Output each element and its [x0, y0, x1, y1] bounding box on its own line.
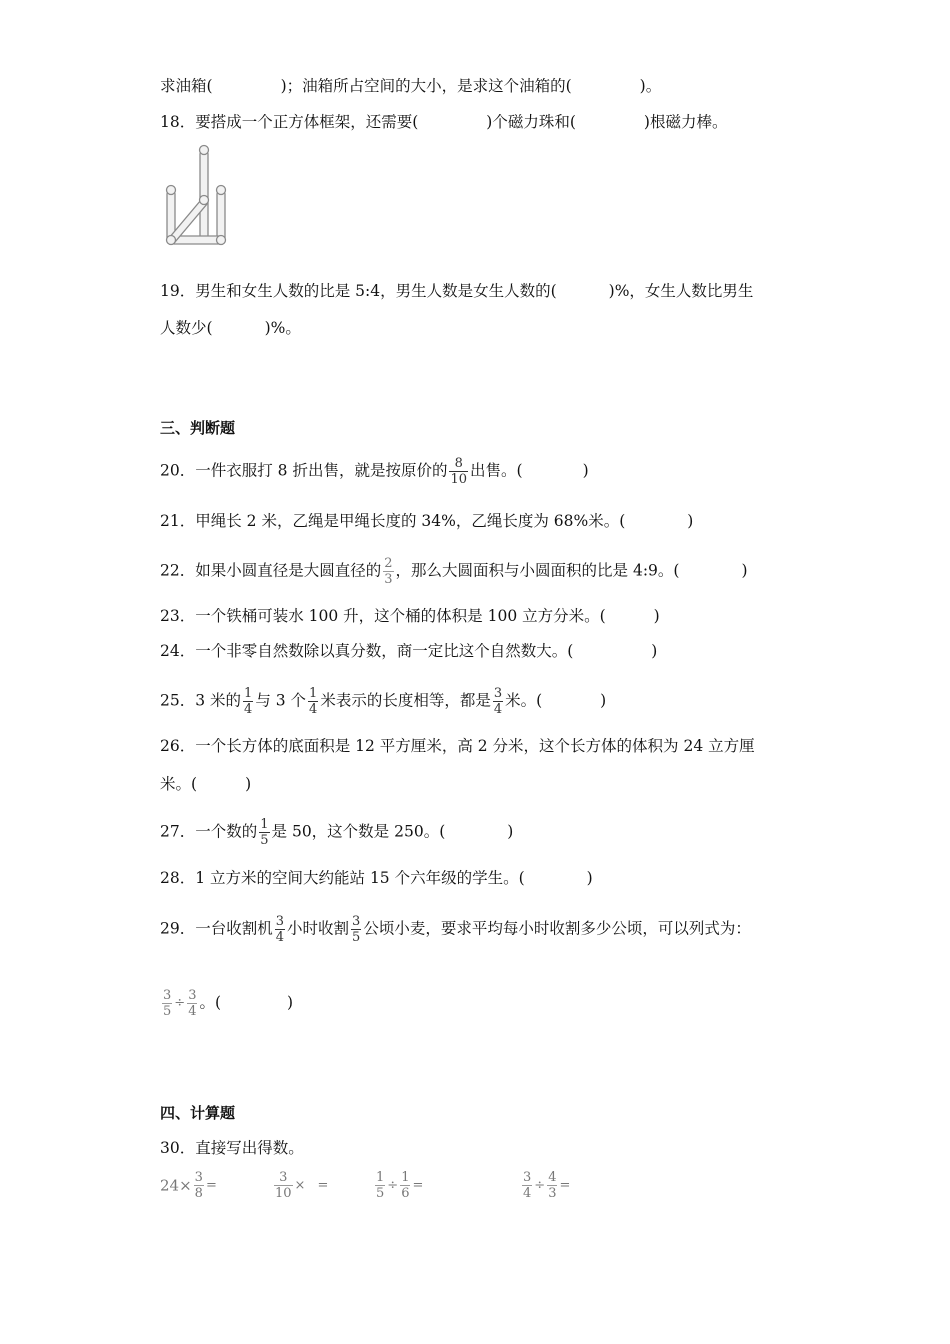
fraction-numerator: 3: [275, 914, 285, 929]
q29-fraction-1: [275, 914, 285, 945]
q25-close: ): [600, 691, 607, 710]
q25-number: 25．: [160, 691, 196, 710]
q21-text-1: 甲绳长 2 米，乙绳是甲绳长度的 34%，乙绳长度为 68%米。(: [195, 512, 626, 530]
calc-item-2: [272, 1170, 328, 1201]
q22-text-1: 如果小圆直径是大圆直径的: [195, 561, 382, 580]
q18-number: 18．: [160, 113, 196, 131]
q26-text-1: 一个长方体的底面积是 12 平方厘米，高 2 分米，这个长方体的体积为 24 立方厘: [195, 737, 755, 755]
q23-text-1: 一个铁桶可装水 100 升，这个桶的体积是 100 立方分米。(: [195, 607, 606, 625]
question-26: [160, 736, 755, 756]
q26-number: 26．: [160, 737, 196, 755]
q29-fraction-2: [351, 914, 361, 945]
fraction-numerator: 1: [260, 817, 269, 832]
question-21: [160, 511, 693, 531]
question-29-expression: [160, 988, 293, 1019]
q29-number: 29．: [160, 919, 196, 938]
q24-text-1: 一个非零自然数除以真分数，商一定比这个自然数大。(: [195, 642, 574, 660]
fraction-denominator: 5: [260, 833, 269, 848]
bead: [200, 196, 209, 205]
q22-number: 22．: [160, 561, 196, 580]
fraction-denominator: 6: [401, 1186, 410, 1201]
bead: [167, 186, 176, 195]
q25-fraction-1: [243, 686, 253, 717]
q25-fraction-3: [493, 686, 503, 717]
fraction-denominator: 4: [493, 702, 503, 717]
calc-fraction: [274, 1170, 293, 1201]
q30-number: 30．: [160, 1139, 196, 1157]
fraction-numerator: 1: [376, 1170, 385, 1185]
q28-close: ): [586, 869, 593, 887]
calc-fraction: [547, 1170, 557, 1201]
q24-close: ): [651, 642, 658, 660]
q20-text-2: 出售。(: [470, 461, 523, 480]
fraction-denominator: 5: [376, 1186, 385, 1201]
question-26-line2: [160, 774, 251, 794]
calc-fraction: [375, 1170, 385, 1201]
question-28: [160, 868, 593, 888]
q29-text-2: 小时收割: [287, 919, 350, 938]
q26-close: ): [245, 775, 252, 793]
q28-text-1: 1 立方米的空间大约能站 15 个六年级的学生。(: [195, 869, 525, 887]
fraction-numerator: 1: [309, 686, 318, 701]
q20-text-1: 一件衣服打 8 折出售，就是按原价的: [195, 461, 448, 480]
q17-text-3: )。: [639, 77, 662, 95]
calc-fraction: [522, 1170, 532, 1201]
fraction-numerator: 3: [194, 1170, 203, 1185]
fraction-denominator: 4: [523, 1186, 532, 1201]
question-27: [160, 817, 513, 848]
q25-fraction-2: [308, 686, 318, 717]
fraction-numerator: 1: [244, 686, 253, 701]
fraction-numerator: 1: [401, 1170, 410, 1185]
fraction-numerator: 3: [163, 988, 172, 1003]
q28-number: 28．: [160, 869, 196, 887]
question-24: [160, 641, 657, 661]
fraction-numerator: 3: [279, 1170, 288, 1185]
q25-text-4: 米。(: [505, 691, 543, 710]
equals-sign: =: [559, 1178, 571, 1193]
q30-text-1: 直接写出得数。: [195, 1139, 304, 1157]
fraction-denominator: 4: [188, 1004, 197, 1019]
section-3-title: 三、判断题: [160, 419, 236, 437]
fraction-numerator: 8: [454, 456, 463, 471]
q27-close: ): [507, 822, 514, 841]
fraction-denominator: 5: [352, 930, 361, 945]
fraction-numerator: 3: [352, 914, 361, 929]
question-22: [160, 556, 748, 587]
question-19: [160, 281, 753, 301]
fraction-denominator: 3: [384, 572, 393, 587]
q21-close: ): [687, 512, 694, 530]
q29-close: ): [287, 993, 294, 1012]
q18-text-3: )根磁力棒。: [643, 113, 728, 131]
calc-fraction: [400, 1170, 410, 1201]
q19-text-2: )%，女生人数比男生: [608, 282, 754, 300]
multiply-sign: ×: [294, 1178, 306, 1193]
q20-number: 20．: [160, 461, 196, 480]
q23-close: ): [653, 607, 660, 625]
q24-number: 24．: [160, 642, 196, 660]
equals-sign: =: [317, 1178, 329, 1193]
fraction-denominator: 4: [309, 702, 318, 717]
q29-text-1: 一台收割机: [195, 919, 273, 938]
q29-expr-fraction-2: [187, 988, 197, 1019]
equals-sign: =: [412, 1178, 424, 1193]
q26-text-2: 米。(: [160, 775, 198, 793]
fraction-denominator: 10: [275, 1186, 292, 1201]
q29-expr-tail: 。(: [199, 993, 222, 1012]
q22-text-2: ，那么大圆面积与小圆面积的比是 4:9。(: [395, 561, 680, 580]
calc-item-3: [373, 1170, 423, 1201]
calc-item-1: [160, 1170, 217, 1201]
calc-item-4: [520, 1170, 570, 1201]
q19-number: 19．: [160, 282, 196, 300]
q18-text-2: )个磁力珠和(: [486, 113, 576, 131]
q25-text-1: 3 米的: [195, 691, 242, 710]
bead: [217, 236, 226, 245]
q25-text-3: 米表示的长度相等，都是: [320, 691, 491, 710]
q27-fraction: [259, 817, 269, 848]
q22-close: ): [741, 561, 748, 580]
q25-text-2: 与 3 个: [255, 691, 307, 710]
fraction-denominator: 4: [275, 930, 285, 945]
question-29: [160, 914, 751, 945]
question-30: [160, 1138, 304, 1158]
fraction-numerator: 3: [188, 988, 197, 1003]
q29-text-3: 公顷小麦，要求平均每小时收割多少公顷，可以列式为：: [363, 919, 751, 938]
calc-text: 24×: [160, 1176, 192, 1195]
fraction-denominator: 8: [194, 1186, 203, 1201]
fraction-numerator: 3: [523, 1170, 532, 1185]
fraction-numerator: 3: [493, 686, 503, 701]
q29-expr-fraction-1: [162, 988, 172, 1019]
q20-close: ): [582, 461, 589, 480]
fraction-numerator: 2: [384, 556, 393, 571]
q23-number: 23．: [160, 607, 196, 625]
question-18: [160, 112, 727, 132]
fraction-denominator: 3: [548, 1186, 557, 1201]
calc-fraction: [194, 1170, 204, 1201]
section-4-title: 四、计算题: [160, 1104, 236, 1122]
question-19-line2: [160, 318, 301, 338]
equals-sign: =: [205, 1178, 217, 1193]
question-20: [160, 456, 589, 487]
divide-sign: ÷: [387, 1178, 399, 1193]
question-23: [160, 606, 660, 626]
q19-text-3: 人数少(: [160, 319, 213, 337]
q20-fraction: [449, 456, 468, 487]
magnetic-stick-figure: [160, 140, 240, 250]
q27-text-2: 是 50，这个数是 250。(: [271, 822, 446, 841]
q19-text-4: )%。: [264, 319, 301, 337]
q17-text-2: )；油箱所占空间的大小，是求这个油箱的(: [280, 77, 572, 95]
fraction-numerator: 4: [548, 1170, 557, 1185]
q27-text-1: 一个数的: [195, 822, 258, 841]
q18-text-1: 要搭成一个正方体框架，还需要(: [195, 113, 419, 131]
q17-text-1: 求油箱(: [160, 77, 213, 95]
q17-tail: [160, 76, 661, 96]
bead: [217, 186, 226, 195]
q19-text-1: 男生和女生人数的比是 5:4，男生人数是女生人数的(: [195, 282, 557, 300]
divide-sign: ÷: [174, 995, 186, 1011]
bead: [200, 146, 209, 155]
fraction-denominator: 5: [163, 1004, 172, 1019]
bead: [167, 236, 176, 245]
fraction-denominator: 10: [450, 472, 467, 487]
q27-number: 27．: [160, 822, 196, 841]
fraction-denominator: 4: [244, 702, 253, 717]
q22-fraction: [383, 556, 393, 587]
stick-right: [217, 192, 225, 240]
question-25: [160, 686, 606, 717]
divide-sign: ÷: [534, 1178, 546, 1193]
q21-number: 21．: [160, 512, 196, 530]
